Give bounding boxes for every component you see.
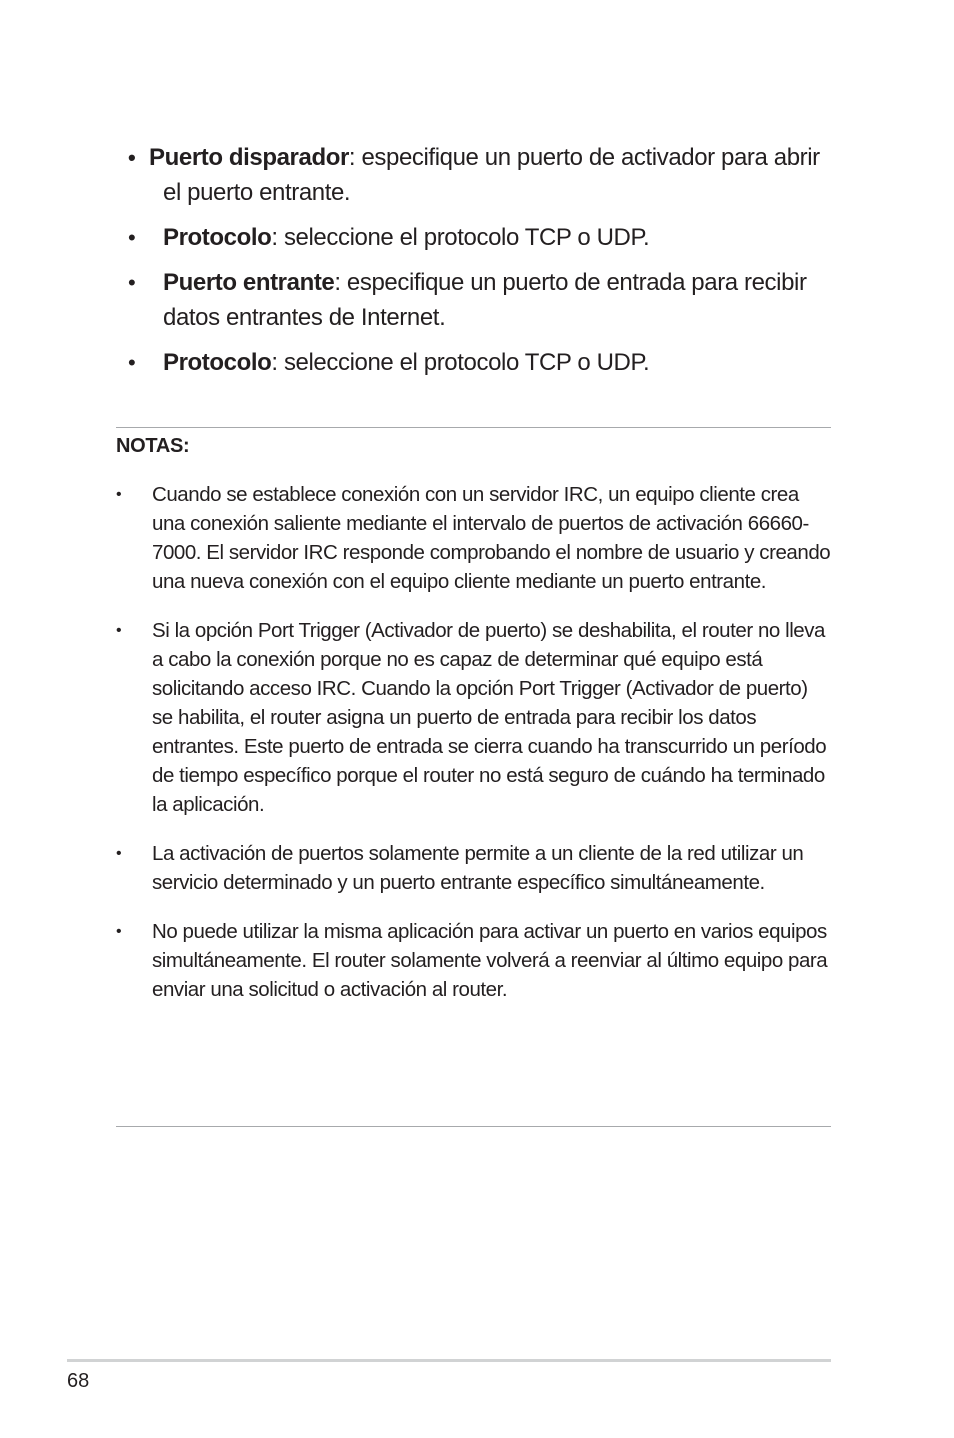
term-description: : especifique un puerto de entrada para recibir datos entrantes de Internet. bbox=[163, 269, 807, 331]
note-item bbox=[116, 917, 831, 1004]
list-item-protocol bbox=[128, 345, 828, 380]
parameter-list bbox=[128, 140, 828, 390]
term-description: : seleccione el protocolo TCP o UDP. bbox=[271, 224, 650, 251]
bullet: • bbox=[128, 225, 136, 250]
page-number: 68 bbox=[67, 1370, 90, 1392]
note-text: Cuando se establece conexión con un servidor IRC, un equipo cliente crea una conexión saliente mediante el intervalo de puertos de activación 66660-7000. El servidor IRC responde comprobando el nombre de usuario y creando una nueva conexión con el equipo cliente mediante un puerto entrante. bbox=[152, 483, 831, 593]
term-label: Protocolo bbox=[163, 349, 272, 376]
list-item-trigger-port bbox=[128, 140, 828, 210]
notes-bottom-divider bbox=[116, 1126, 831, 1127]
term-label: Puerto entrante bbox=[163, 269, 335, 296]
bullet: • bbox=[128, 270, 136, 295]
list-item-incoming-port bbox=[128, 265, 828, 335]
note-item bbox=[116, 480, 831, 596]
bullet: • bbox=[116, 923, 122, 940]
note-item bbox=[116, 839, 831, 897]
bullet: • bbox=[116, 622, 122, 639]
note-item bbox=[116, 616, 831, 819]
note-text: La activación de puertos solamente permite a un cliente de la red utilizar un servicio determinado y un puerto entrante específico simultáneamente. bbox=[152, 842, 804, 894]
list-item-protocol bbox=[128, 220, 828, 255]
notes-title: NOTAS: bbox=[116, 435, 190, 457]
note-text: No puede utilizar la misma aplicación para activar un puerto en varios equipos simultáneamente. El router solamente volverá a reenviar al último equipo para enviar una solicitud o activación al router. bbox=[152, 920, 828, 1001]
bullet: • bbox=[128, 350, 136, 375]
bullet: • bbox=[116, 845, 122, 862]
notes-list bbox=[116, 480, 831, 1024]
term-label: Puerto disparador bbox=[149, 144, 349, 171]
term-description: : seleccione el protocolo TCP o UDP. bbox=[271, 349, 650, 376]
note-text: Si la opción Port Trigger (Activador de puerto) se deshabilita, el router no lleva a cabo la conexión porque no es capaz de determinar qué equipo está solicitando acceso IRC. Cuando la opción Port Trigger (Activador de puerto) se habilita, el router asigna un puerto de entrada para recibir los datos entrantes. Este puerto de entrada se cierra cuando ha transcurrido un período de tiempo específico porque el router no está seguro de cuándo ha terminado la aplicación. bbox=[152, 619, 827, 816]
footer-divider bbox=[67, 1359, 831, 1362]
term-label: Protocolo bbox=[163, 224, 272, 251]
notes-top-divider bbox=[116, 427, 831, 428]
bullet: • bbox=[128, 145, 136, 170]
term-description: : especifique un puerto de activador para abrir el puerto entrante. bbox=[163, 144, 820, 206]
bullet: • bbox=[116, 486, 122, 503]
